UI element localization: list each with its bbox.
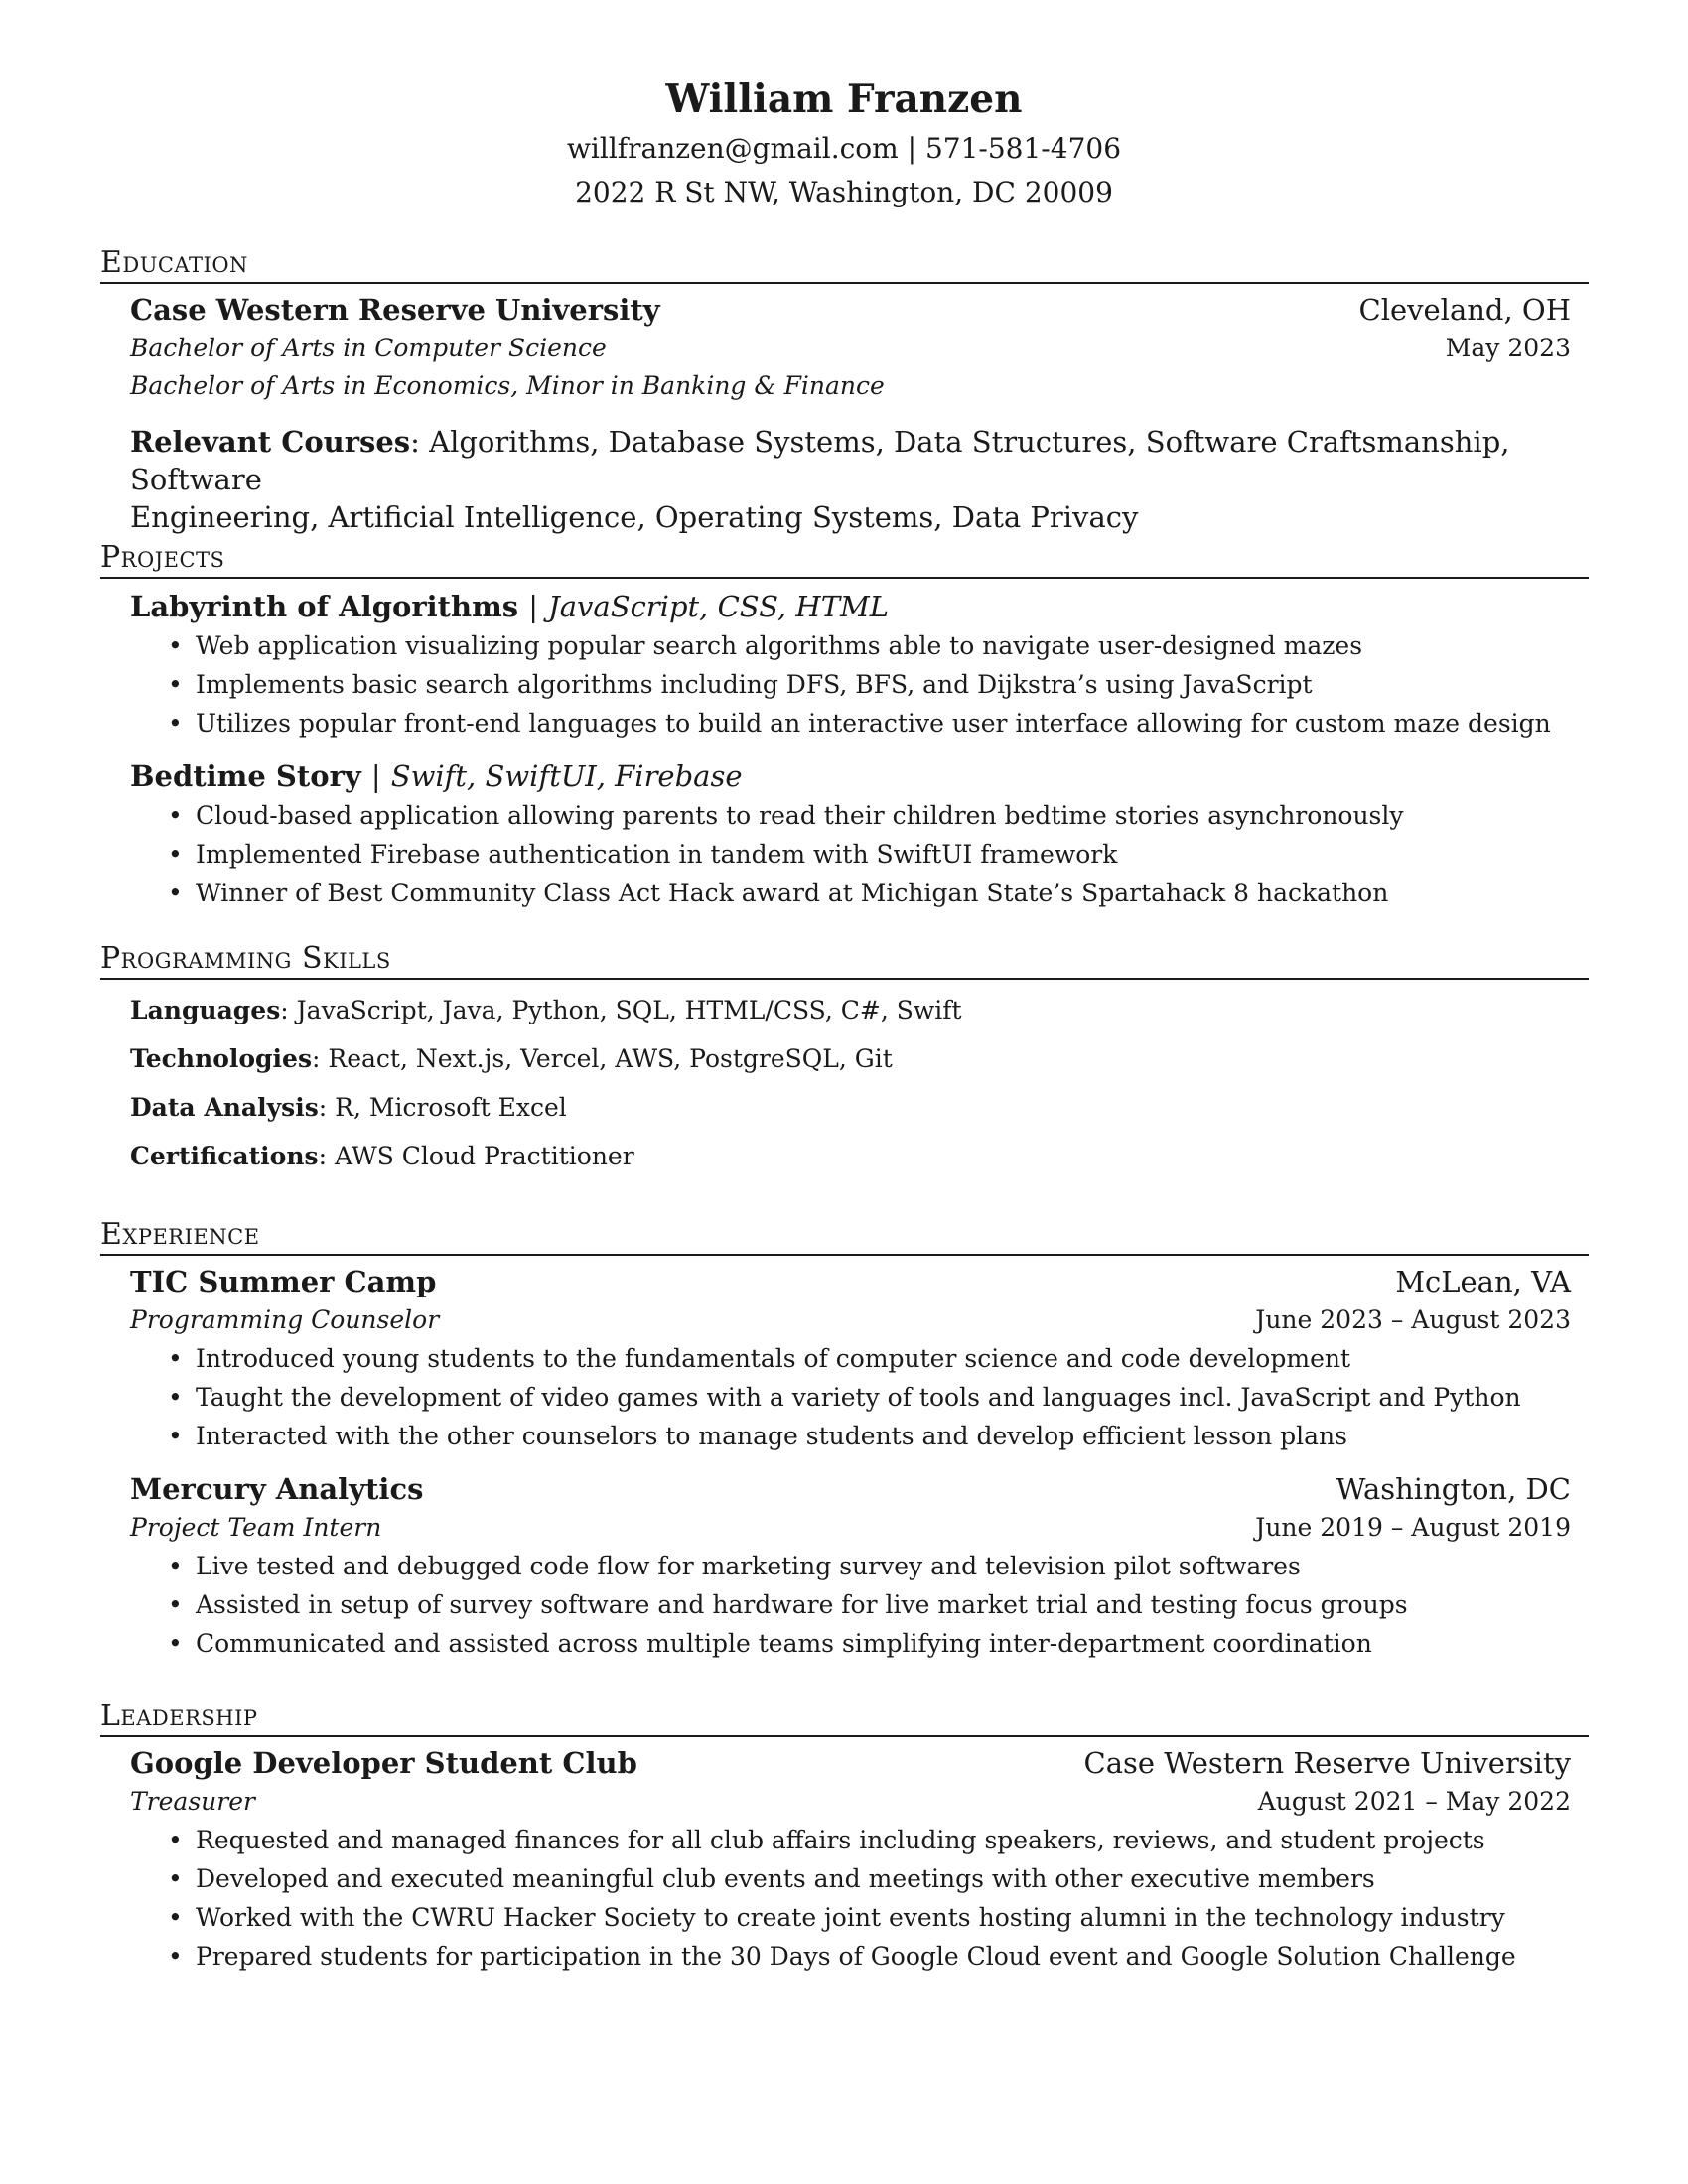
list-item: • Web application visualizing popular search algorithms able to navigate user-designed mazes <box>168 631 1363 660</box>
organization-location: Case Western Reserve University <box>1083 1746 1571 1780</box>
degree: Bachelor of Arts in Computer Science <box>130 334 607 362</box>
section-title: Projects <box>100 539 1589 579</box>
list-item: • Prepared students for participation in the 30 Days of Google Cloud event and Google Solution Challenge <box>168 1942 1516 1971</box>
section-title: Education <box>100 244 1589 284</box>
project-tech: Swift, SwiftUI, Firebase <box>390 759 743 793</box>
courses-line: Algorithms, Database Systems, Data Structures, Software Craftsmanship, Software <box>130 425 1510 496</box>
candidate-name: William Franzen <box>665 76 1023 122</box>
job-dates: June 2019 – August 2019 <box>1255 1513 1571 1542</box>
job-dates: June 2023 – August 2023 <box>1255 1305 1571 1334</box>
project-name: Bedtime Story <box>130 759 361 793</box>
list-item: • Winner of Best Community Class Act Hack award at Michigan State’s Spartahack 8 hackathon <box>168 879 1389 907</box>
experience-section <box>100 1216 1589 1663</box>
leadership-entry <box>130 1743 1571 1976</box>
list-item: • Worked with the CWRU Hacker Society to create joint events hosting alumni in the technology industry <box>168 1903 1505 1932</box>
employer-location: McLean, VA <box>1395 1265 1571 1298</box>
project-name: Labyrinth of Algorithms <box>130 590 519 623</box>
experience-entry <box>130 1469 1571 1663</box>
skills-section <box>100 940 1589 1180</box>
education-section <box>100 244 1589 536</box>
list-item: • Taught the development of video games with a variety of tools and languages incl. JavaScript and Python <box>168 1383 1521 1412</box>
relevant-courses: Relevant Courses: Algorithms, Database Systems, Data Structures, Software Craftsmanship, Software Engineering, Artificial Intelligence, Operating Systems, Data Privacy <box>130 423 1549 536</box>
job-title: Programming Counselor <box>130 1305 440 1334</box>
projects-section <box>100 539 1589 912</box>
list-item: • Requested and managed finances for all club affairs including speakers, reviews, and student projects <box>168 1826 1485 1854</box>
list-item: • Utilizes popular front-end languages to build an interactive user interface allowing for custom maze design <box>168 709 1551 738</box>
list-item: • Implements basic search algorithms including DFS, BFS, and Dijkstra’s using JavaScript <box>168 670 1313 699</box>
list-item: • Cloud-based application allowing parents to read their children bedtime stories asynchronously <box>168 801 1404 830</box>
education-entry <box>130 290 1571 405</box>
contact-separator: | <box>907 132 917 165</box>
section-title: Leadership <box>100 1698 1589 1737</box>
skill-row: Languages: JavaScript, Java, Python, SQL, HTML/CSS, C#, Swift <box>130 996 962 1024</box>
section-title: Programming Skills <box>100 940 1589 980</box>
list-item: • Communicated and assisted across multiple teams simplifying inter-department coordination <box>168 1629 1372 1658</box>
position-title: Treasurer <box>130 1787 255 1816</box>
list-item: • Implemented Firebase authentication in tandem with SwiftUI framework <box>168 840 1118 869</box>
position-dates: August 2021 – May 2022 <box>1257 1787 1571 1816</box>
courses-line: Engineering, Artificial Intelligence, Operating Systems, Data Privacy <box>130 500 1139 534</box>
contact-line <box>0 127 1688 171</box>
school-name: Case Western Reserve University <box>130 293 660 327</box>
project-heading <box>130 756 1571 796</box>
leadership-section <box>100 1698 1589 1976</box>
degree: Bachelor of Arts in Economics, Minor in Banking & Finance <box>130 371 885 400</box>
phone-number: 571-581-4706 <box>924 132 1122 165</box>
section-title: Experience <box>100 1216 1589 1256</box>
list-item: • Developed and executed meaningful club events and meetings with other executive members <box>168 1864 1375 1893</box>
address: 2022 R St NW, Washington, DC 20009 <box>575 176 1113 208</box>
skill-row: Technologies: React, Next.js, Vercel, AWS, PostgreSQL, Git <box>130 1044 893 1073</box>
separator: | <box>528 590 538 623</box>
list-item: • Introduced young students to the fundamentals of computer science and code development <box>168 1344 1351 1373</box>
skill-row: Certifications: AWS Cloud Practitioner <box>130 1142 634 1170</box>
school-location: Cleveland, OH <box>1358 293 1571 327</box>
organization-name: Google Developer Student Club <box>130 1746 637 1780</box>
email-link[interactable]: willfranzen@gmail.com <box>566 132 899 165</box>
resume-header <box>0 71 1688 214</box>
skill-row: Data Analysis: R, Microsoft Excel <box>130 1093 567 1122</box>
employer-name: Mercury Analytics <box>130 1472 424 1506</box>
employer-name: TIC Summer Camp <box>130 1265 437 1298</box>
project-tech: JavaScript, CSS, HTML <box>548 590 889 623</box>
project-heading <box>130 587 1571 626</box>
project-entry <box>130 587 1571 743</box>
separator: | <box>370 759 381 793</box>
employer-location: Washington, DC <box>1336 1472 1571 1506</box>
experience-entry <box>130 1262 1571 1455</box>
courses-label: Relevant Courses <box>130 425 411 459</box>
list-item: • Live tested and debugged code flow for marketing survey and television pilot softwares <box>168 1552 1301 1580</box>
list-item: • Interacted with the other counselors to manage students and develop efficient lesson plans <box>168 1422 1347 1450</box>
project-entry <box>130 756 1571 912</box>
list-item: • Assisted in setup of survey software and hardware for live market trial and testing focus groups <box>168 1590 1408 1619</box>
graduation-date: May 2023 <box>1445 334 1571 362</box>
job-title: Project Team Intern <box>130 1513 382 1542</box>
